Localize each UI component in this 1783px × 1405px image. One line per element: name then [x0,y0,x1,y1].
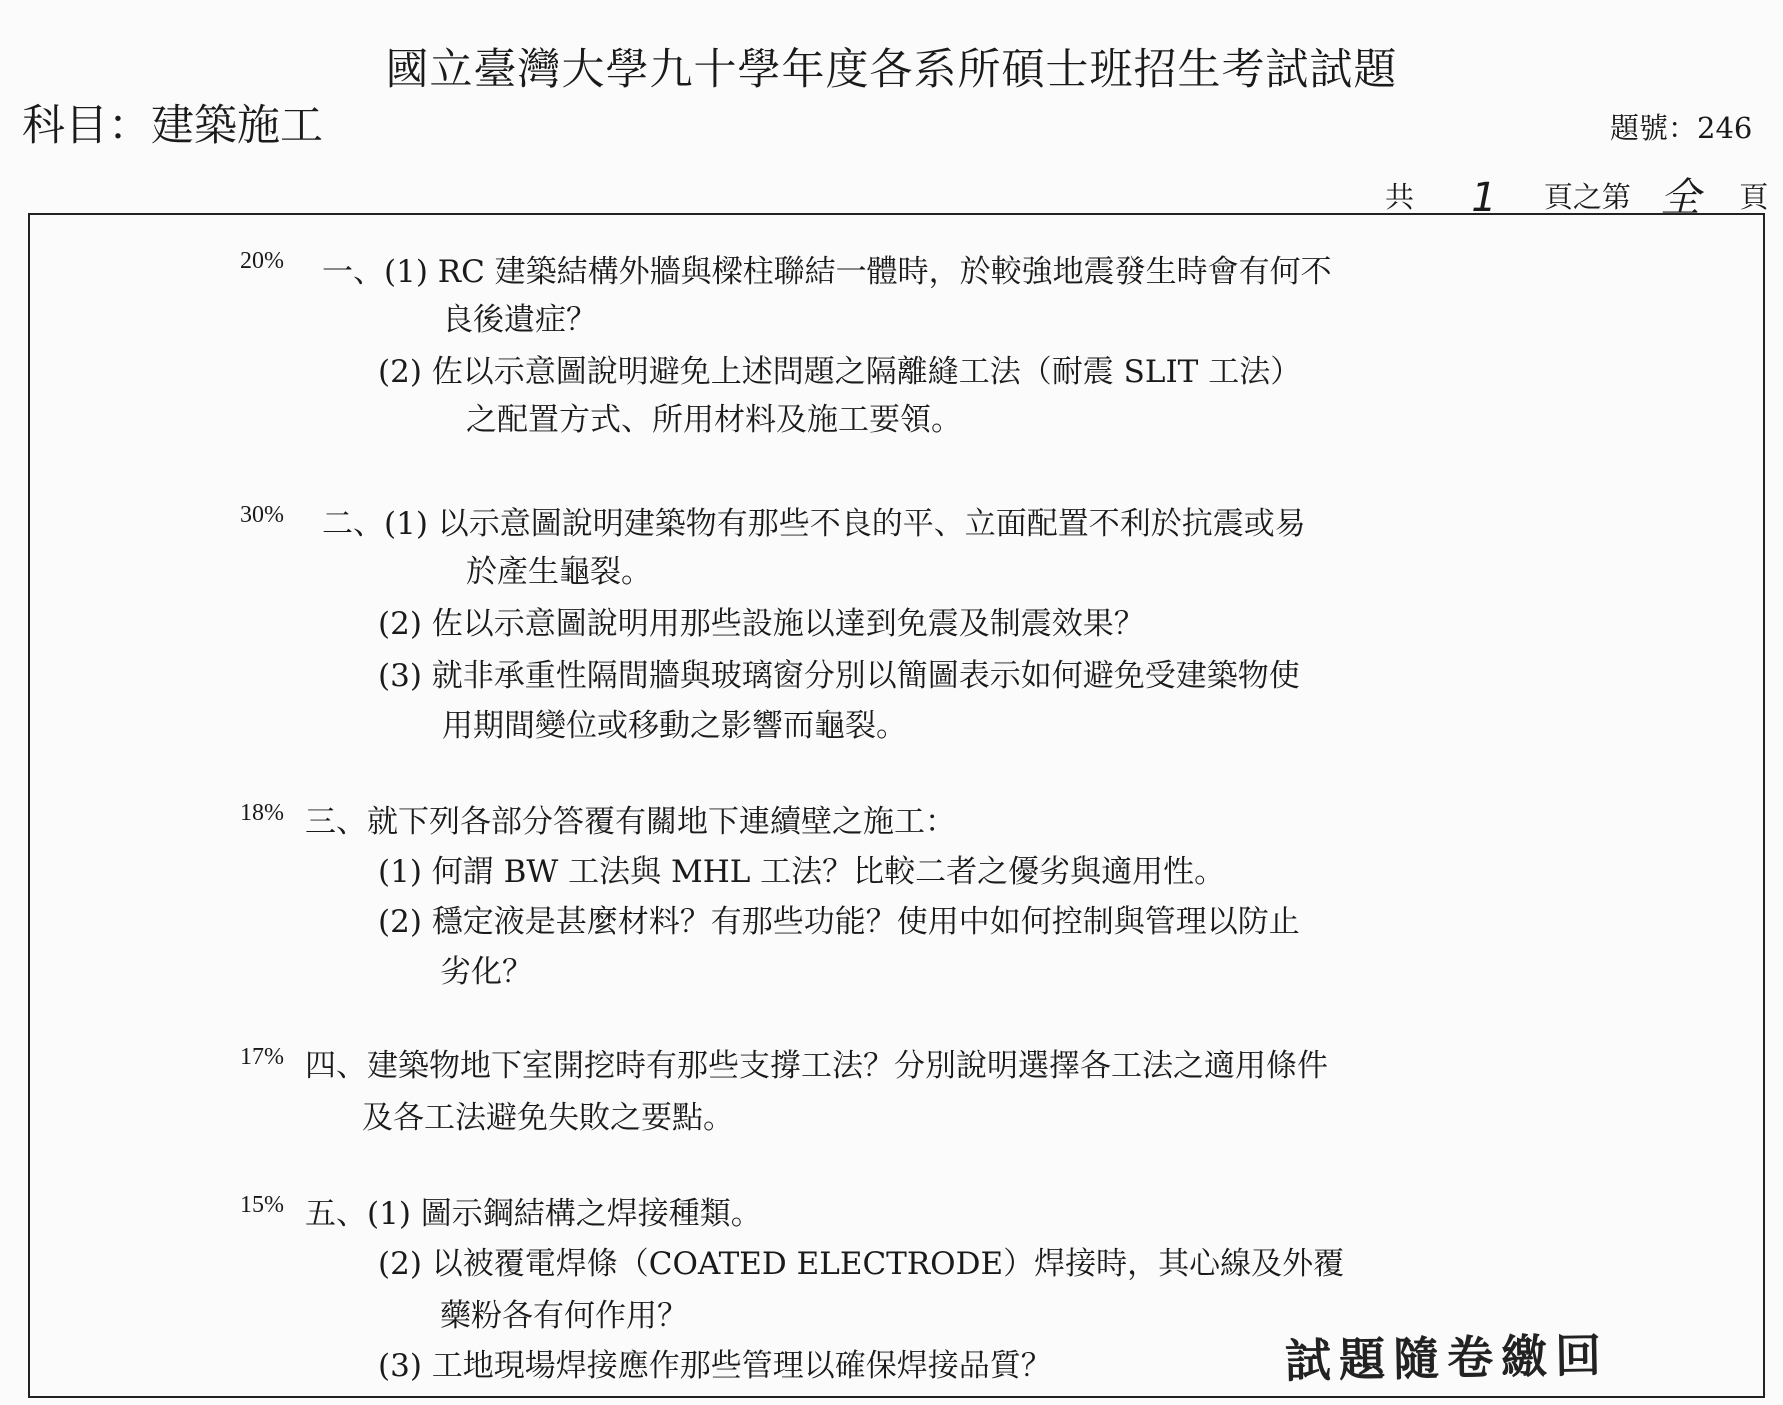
question-5-line-2: (2) 以被覆電焊條（COATED ELECTRODE）焊接時，其心線及外覆 [378,1246,1345,1282]
question-5-line-4: (3) 工地現場焊接應作那些管理以確保焊接品質？ [378,1348,1052,1384]
question-3-percent: 18% [240,800,284,826]
page-end-label: 頁 [1739,180,1769,214]
page-mid-label: 頁之第 [1543,180,1631,214]
question-2-percent: 30% [240,502,284,528]
question-3-line-1: 三、就下列各部分答覆有關地下連續壁之施工： [305,804,956,840]
question-2-line-1: 二、(1) 以示意圖說明建築物有那些不良的平、立面配置不利於抗震或易 [322,506,1306,542]
question-3-line-3: (2) 穩定液是甚麼材料？有那些功能？使用中如何控制與管理以防止 [378,904,1300,940]
question-1-line-1: 一、(1) RC 建築結構外牆與樑柱聯結一體時，於較強地震發生時會有何不 [322,254,1332,290]
subject-label: 科目：建築施工 [22,101,323,151]
question-5-line-3: 藥粉各有何作用？ [440,1298,688,1334]
question-number: 題號：246 [1610,111,1753,145]
question-4-line-1: 四、建築物地下室開挖時有那些支撐工法？分別說明選擇各工法之適用條件 [305,1048,1328,1084]
question-2-line-2: 於產生龜裂。 [466,554,652,590]
question-4-percent: 17% [240,1044,284,1070]
question-2-line-5: 用期間變位或移動之影響而龜裂。 [442,708,907,744]
page-current-value: 全 [1660,175,1701,221]
question-1-line-4: 之配置方式、所用材料及施工要領。 [466,402,962,438]
question-1-line-3: (2) 佐以示意圖說明避免上述問題之隔離縫工法（耐震 SLIT 工法） [378,354,1302,390]
question-2-line-4: (3) 就非承重性隔間牆與玻璃窗分別以簡圖表示如何避免受建築物使 [378,658,1300,694]
page-total-value: 1 [1471,175,1497,221]
question-3-line-4: 劣化？ [440,954,533,990]
question-5-line-1: 五、(1) 圖示鋼結構之焊接種類。 [305,1196,762,1232]
question-1-percent: 20% [240,248,284,274]
exam-title: 國立臺灣大學九十學年度各系所碩士班招生考試試題 [385,45,1398,95]
question-2-line-3: (2) 佐以示意圖說明用那些設施以達到免震及制震效果？ [378,606,1145,642]
question-5-percent: 15% [240,1192,284,1218]
return-stamp: 試題隨卷繳回 [1284,1328,1610,1388]
page-total-label: 共 [1385,180,1415,214]
question-3-line-2: (1) 何謂 BW 工法與 MHL 工法？比較二者之優劣與適用性。 [378,854,1226,890]
question-4-line-2: 及各工法避免失敗之要點。 [362,1100,734,1136]
question-1-line-2: 良後遺症？ [442,302,597,338]
